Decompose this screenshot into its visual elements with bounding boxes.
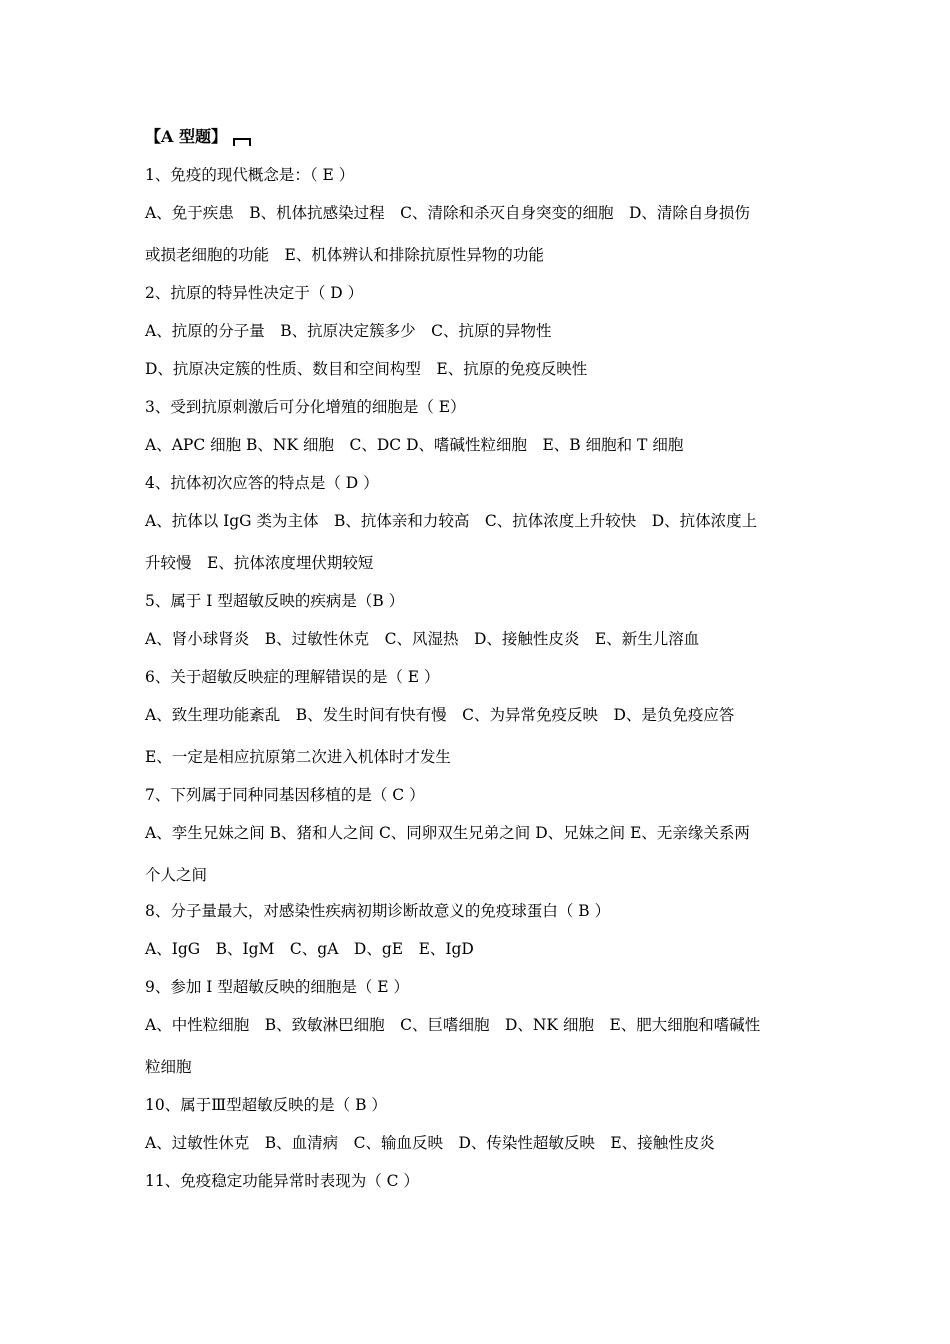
question-2-options-continued: D、抗原决定簇的性质、数目和空间构型 E、抗原的免疫反映性 bbox=[145, 360, 588, 378]
question-5: 5、属于 I 型超敏反映的疾病是（B ） bbox=[145, 592, 405, 610]
question-1-options: A、免于疾患 B、机体抗感染过程 C、清除和杀灭自身突变的细胞 D、清除自身损伤 bbox=[145, 204, 750, 222]
question-4: 4、抗体初次应答的特点是（ D ） bbox=[145, 474, 379, 492]
question-4-options-continued: 升较慢 E、抗体浓度埋伏期较短 bbox=[145, 554, 374, 572]
question-6-options-continued: E、一定是相应抗原第二次进入机体时才发生 bbox=[145, 748, 451, 766]
question-9-options: A、中性粒细胞 B、致敏淋巴细胞 C、巨嗜细胞 D、NK 细胞 E、肥大细胞和嗜碱性 bbox=[145, 1016, 761, 1034]
question-11: 11、免疫稳定功能异常时表现为（ C ） bbox=[145, 1172, 419, 1190]
question-1: 1、免疫的现代概念是：（ E ） bbox=[145, 166, 355, 184]
question-10-options: A、过敏性休克 B、血清病 C、输血反映 D、传染性超敏反映 E、接触性皮炎 bbox=[145, 1134, 715, 1152]
heading-mark-icon bbox=[233, 138, 251, 146]
question-7-options-continued: 个人之间 bbox=[145, 866, 208, 884]
question-9-options-continued: 粒细胞 bbox=[145, 1058, 192, 1076]
question-6-options: A、致生理功能紊乱 B、发生时间有快有慢 C、为异常免疫反映 D、是负免疫应答 bbox=[145, 706, 735, 724]
question-7-options: A、孪生兄妹之间 B、猪和人之间 C、同卵双生兄弟之间 D、兄妹之间 E、无亲缘关系两 bbox=[145, 824, 750, 842]
section-heading bbox=[145, 126, 251, 148]
question-4-options: A、抗体以 IgG 类为主体 B、抗体亲和力较高 C、抗体浓度上升较快 D、抗体浓度上 bbox=[145, 512, 758, 530]
question-5-options: A、肾小球肾炎 B、过敏性休克 C、风湿热 D、接触性皮炎 E、新生儿溶血 bbox=[145, 630, 700, 648]
question-9: 9、参加 I 型超敏反映的细胞是（ E ） bbox=[145, 978, 410, 996]
question-7: 7、下列属于同种同基因移植的是（ C ） bbox=[145, 786, 425, 804]
question-1-options-continued: 或损老细胞的功能 E、机体辨认和排除抗原性异物的功能 bbox=[145, 246, 544, 264]
question-2: 2、抗原的特异性决定于（ D ） bbox=[145, 284, 364, 302]
section-heading-text: 【A 型题】 bbox=[145, 127, 227, 146]
question-3: 3、受到抗原刺激后可分化增殖的细胞是（ E） bbox=[145, 398, 466, 416]
question-8: 8、分子量最大，对感染性疾病初期诊断故意义的免疫球蛋白（ B ） bbox=[145, 902, 611, 920]
question-8-options: A、IgG B、IgM C、gA D、gE E、IgD bbox=[145, 940, 474, 958]
question-2-options: A、抗原的分子量 B、抗原决定簇多少 C、抗原的异物性 bbox=[145, 322, 552, 340]
question-3-options: A、APC 细胞 B、NK 细胞 C、DC D、嗜碱性粒细胞 E、B 细胞和 T 细胞 bbox=[145, 436, 684, 454]
question-6: 6、关于超敏反映症的理解错误的是（ E ） bbox=[145, 668, 440, 686]
question-10: 10、属于Ⅲ型超敏反映的是（ B ） bbox=[145, 1096, 387, 1114]
